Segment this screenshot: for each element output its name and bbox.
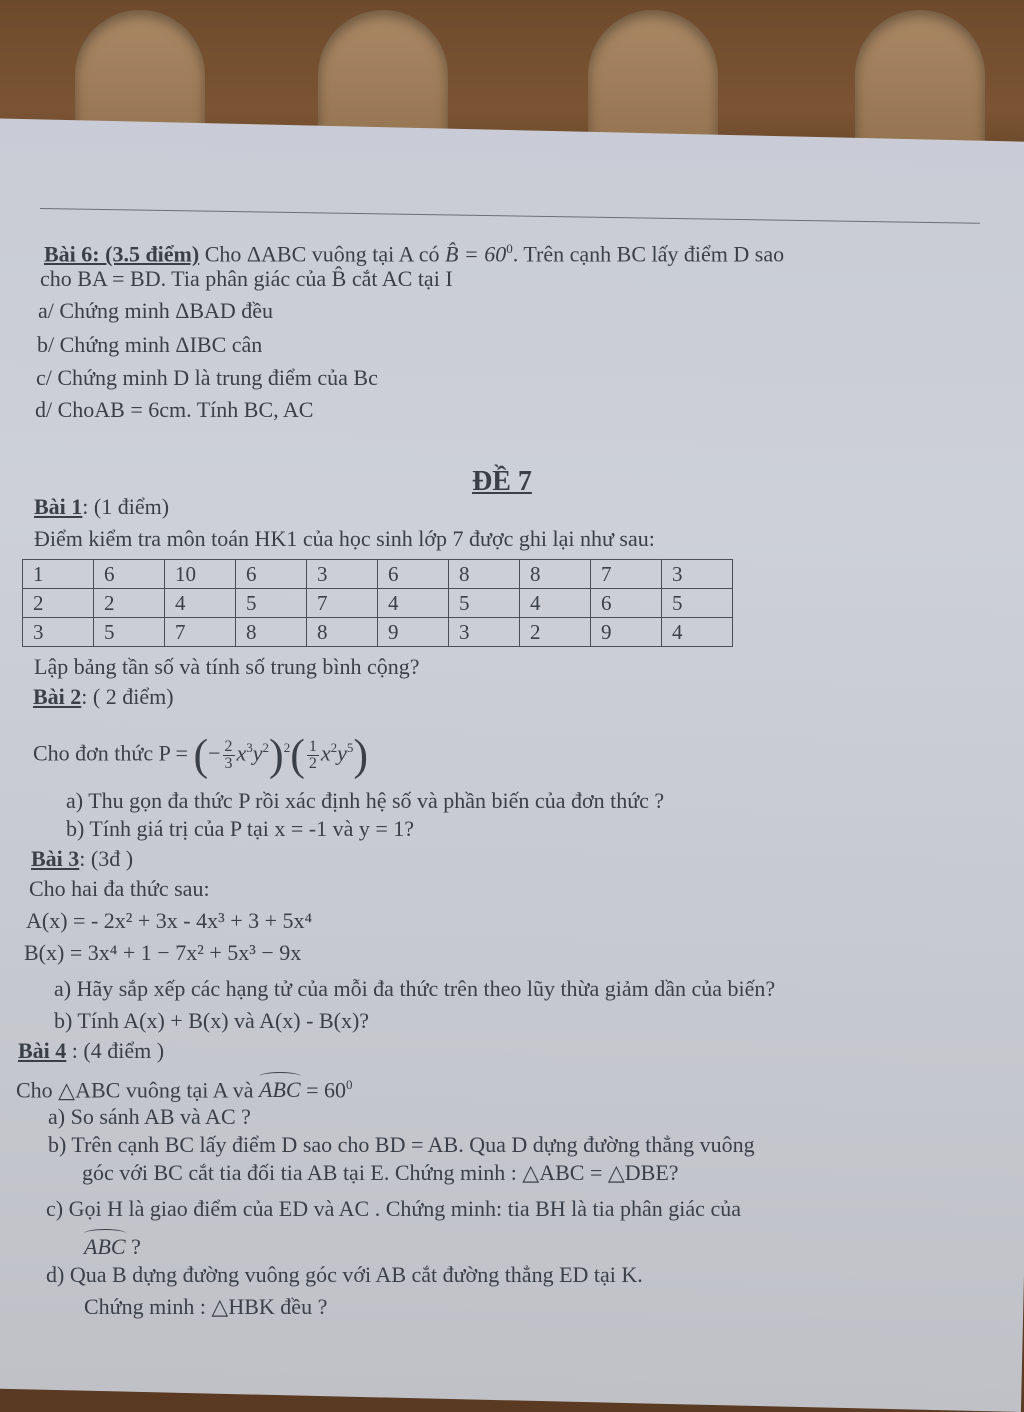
table-cell: 3 (662, 560, 733, 589)
table-cell: 6 (378, 560, 449, 589)
bai3-part-a: a) Hãy sắp xếp các hạng tử của mỗi đa thức trên theo lũy thừa giảm dần của biến? (54, 976, 776, 1001)
bai4-part-b-line2: góc với BC cắt tia đối tia AB tại E. Chứng minh : △ABC = △DBE? (82, 1160, 679, 1185)
bai2-part-b: b) Tính giá trị của P tại x = -1 và y = 1? (66, 816, 415, 841)
table-cell: 5 (94, 618, 165, 647)
table-cell: 9 (378, 618, 449, 647)
table-row (23, 560, 733, 589)
table-cell: 7 (165, 618, 236, 647)
bai3-heading: Bài 3 (31, 846, 80, 871)
table-cell: 6 (94, 560, 165, 589)
score-table (22, 559, 733, 647)
table-row (23, 618, 733, 647)
fraction: $\frac{2}{3}$ (224, 737, 233, 772)
table-cell: 4 (662, 618, 733, 647)
table-cell: 5 (449, 589, 520, 618)
table-cell: 10 (165, 560, 236, 589)
bai4-part-c-line1: c) Gọi H là giao điểm của ED và AC . Chứng minh: tia BH là tia phân giác của (46, 1196, 741, 1221)
bai3-part-b: b) Tính A(x) + B(x) và A(x) - B(x)? (54, 1008, 370, 1033)
bai4-heading: Bài 4 (18, 1038, 67, 1063)
table-cell: 6 (591, 589, 662, 618)
bai6-line2: cho BA = BD. Tia phân giác của B̂ cắt AC tại I (40, 266, 453, 291)
bai4-part-d-line2: Chứng minh : △HBK đều ? (84, 1294, 328, 1319)
bai6-heading: Bài 6: (3.5 điểm) (44, 241, 200, 267)
bai4-part-d-line1: d) Qua B dựng đường vuông góc với AB cắt đường thẳng ED tại K. (46, 1262, 643, 1287)
bai4-heading-line: Bài 4 : (4 điểm ) (18, 1038, 165, 1063)
table-cell: 6 (236, 560, 307, 589)
table-cell: 7 (307, 589, 378, 618)
table-cell: 8 (449, 560, 520, 589)
bai3-polynomial-a: A(x) = - 2x² + 3x - 4x³ + 3 + 5x⁴ (26, 908, 313, 933)
table-cell: 1 (23, 560, 94, 589)
bai2-heading: Bài 2 (33, 684, 82, 709)
bai4-part-a: a) So sánh AB và AC ? (48, 1104, 251, 1129)
table-cell: 5 (662, 589, 733, 618)
bai1-intro: Điểm kiểm tra môn toán HK1 của học sinh lớp 7 được ghi lại như sau: (34, 526, 655, 551)
table-cell: 3 (307, 560, 378, 589)
table-cell: 7 (591, 560, 662, 589)
table-cell: 2 (94, 589, 165, 618)
bai6-part-c: c/ Chứng minh D là trung điểm của Bc (36, 365, 378, 390)
divider-line (40, 208, 980, 224)
table-cell: 8 (236, 618, 307, 647)
table-cell: 8 (307, 618, 378, 647)
table-cell: 2 (520, 618, 591, 647)
table-cell: 4 (378, 589, 449, 618)
table-row (23, 589, 733, 618)
bai1-heading: Bài 1 (34, 494, 83, 519)
exam-title: ĐỀ 7 (472, 466, 532, 497)
table-cell: 4 (165, 589, 236, 618)
bai1-question: Lập bảng tần số và tính số trung bình cộng? (34, 654, 420, 679)
table-cell: 8 (520, 560, 591, 589)
bai6-line1: Bài 6: (3.5 điểm) Cho ΔABC vuông tại A có B̂ = $60^0$. Trên cạnh BC lấy điểm D sao (44, 241, 785, 267)
table-cell: 4 (520, 589, 591, 618)
bai2-monomial: Cho đơn thức P = (− $\frac{2}{3}$ $x^3y^2)^2$( $\frac{1}{2}$ $x^2y^5$) (33, 730, 369, 780)
bai4-part-b-line1: b) Trên cạnh BC lấy điểm D sao cho BD = AB. Qua D dựng đường thẳng vuông (48, 1132, 755, 1157)
bai3-intro: Cho hai đa thức sau: (29, 876, 210, 901)
bai6-part-b: b/ Chứng minh ΔIBC cân (37, 332, 263, 357)
bai2-heading-line: Bài 2: ( 2 điểm) (33, 684, 174, 709)
table-cell: 3 (23, 618, 94, 647)
fraction: $\frac{1}{2}$ (308, 737, 317, 772)
table-cell: 3 (449, 618, 520, 647)
table-cell: 9 (591, 618, 662, 647)
table-cell: 5 (236, 589, 307, 618)
bai6-part-a: a/ Chứng minh ΔBAD đều (38, 298, 274, 323)
bai4-intro: Cho △ABC vuông tại A và ABC = $60^0$ (16, 1077, 353, 1103)
bai1-heading-line: Bài 1: (1 điểm) (34, 494, 170, 519)
bai2-part-a: a) Thu gọn đa thức P rồi xác định hệ số và phần biến của đơn thức ? (66, 788, 665, 813)
table-cell: 2 (23, 589, 94, 618)
bai6-part-d: d/ ChoAB = 6cm. Tính BC, AC (35, 397, 314, 422)
bai3-heading-line: Bài 3: (3đ ) (31, 846, 134, 871)
bai4-part-c-line2: ABC ? (84, 1234, 141, 1259)
bai3-polynomial-b: B(x) = 3x⁴ + 1 − 7x² + 5x³ − 9x (24, 940, 302, 965)
